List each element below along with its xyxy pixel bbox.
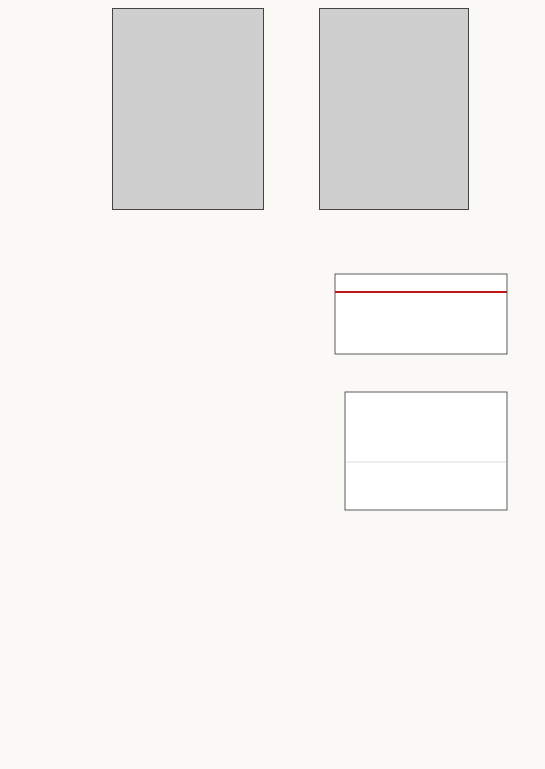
fig2b-yaxis [292, 6, 317, 216]
fig2a-yaxis [85, 6, 110, 216]
fig2b-seismic-record [319, 8, 469, 210]
fig3b-frame [345, 392, 507, 510]
fig2a-seismic-record [112, 8, 264, 210]
fig3a-plot [305, 268, 520, 378]
fig3a-frame [335, 274, 507, 354]
fig3b-plot [305, 388, 520, 523]
right-column-paragraphs [279, 568, 521, 572]
